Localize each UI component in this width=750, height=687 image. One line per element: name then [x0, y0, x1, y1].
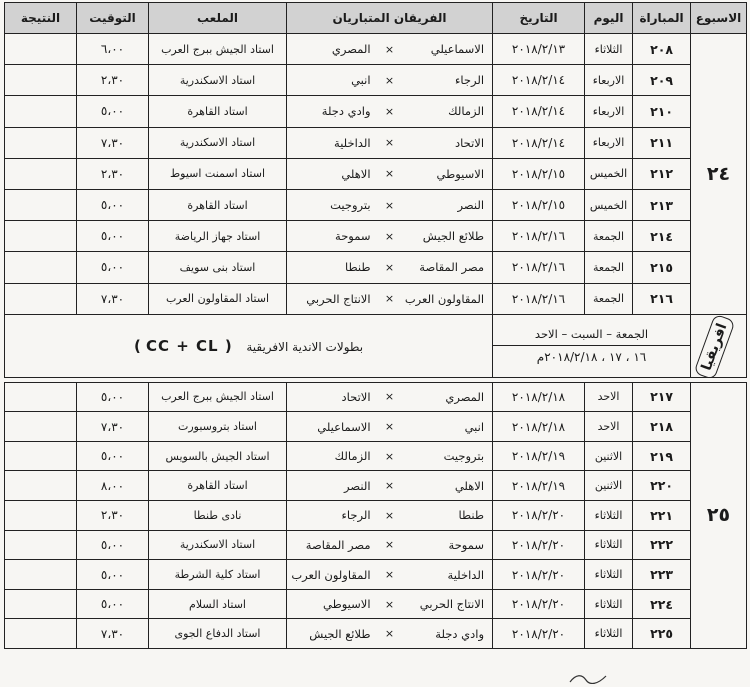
header-match: المباراة [633, 3, 691, 34]
match-day: الثلاثاء [585, 589, 633, 619]
home-team: مصر المقاصة [403, 252, 493, 283]
match-date: ٢٠١٨/٢/٢٠ [493, 589, 585, 619]
match-number: ٢١٧ [633, 382, 691, 412]
away-team: الاسيوطي [287, 589, 377, 619]
match-row [5, 96, 747, 127]
match-day: الاثنين [585, 471, 633, 501]
match-row [5, 530, 747, 560]
vs-mark: × [377, 252, 403, 283]
match-day: الجمعة [585, 283, 633, 314]
home-team: طلائع الجيش [403, 221, 493, 252]
away-team: الانتاج الحربي [287, 283, 377, 314]
match-date: ٢٠١٨/٢/١٥ [493, 189, 585, 220]
match-result [5, 471, 77, 501]
away-team: الزمالك [287, 441, 377, 471]
match-row [5, 189, 747, 220]
match-date: ٢٠١٨/٢/٢٠ [493, 530, 585, 560]
vs-mark: × [377, 589, 403, 619]
vs-mark: × [377, 530, 403, 560]
match-date: ٢٠١٨/٢/١٥ [493, 158, 585, 189]
match-date: ٢٠١٨/٢/١٦ [493, 252, 585, 283]
match-result [5, 96, 77, 127]
match-number: ٢١٨ [633, 412, 691, 442]
home-team: وادي دجلة [403, 619, 493, 649]
kickoff-time: ٢،٣٠ [77, 65, 149, 96]
header-time: التوقيت [77, 3, 149, 34]
vs-mark: × [377, 382, 403, 412]
stadium: استاد الاسكندرية [149, 127, 287, 158]
home-team: بتروجيت [403, 441, 493, 471]
away-team: المقاولون العرب [287, 560, 377, 590]
vs-mark: × [377, 619, 403, 649]
match-day: الاحد [585, 412, 633, 442]
kickoff-time: ٧،٣٠ [77, 127, 149, 158]
match-row [5, 283, 747, 314]
match-number: ٢٢٣ [633, 560, 691, 590]
stadium: استاد الجيش بالسويس [149, 441, 287, 471]
match-day: الاربعاء [585, 65, 633, 96]
kickoff-time: ٥،٠٠ [77, 252, 149, 283]
kickoff-time: ٧،٣٠ [77, 619, 149, 649]
match-day: الاربعاء [585, 96, 633, 127]
match-row [5, 221, 747, 252]
match-number: ٢١٦ [633, 283, 691, 314]
match-date: ٢٠١٨/٢/٢٠ [493, 560, 585, 590]
kickoff-time: ٥،٠٠ [77, 189, 149, 220]
match-row [5, 441, 747, 471]
africa-break-section [5, 314, 747, 382]
match-result [5, 501, 77, 531]
away-team: الاهلي [287, 158, 377, 189]
match-day: الاربعاء [585, 127, 633, 158]
week-number: ٢٥ [691, 382, 747, 648]
kickoff-time: ٧،٣٠ [77, 412, 149, 442]
match-date: ٢٠١٨/٢/١٣ [493, 34, 585, 65]
match-row [5, 65, 747, 96]
match-number: ٢٢٤ [633, 589, 691, 619]
vs-mark: × [377, 65, 403, 96]
africa-days: الجمعة – السبت – الاحد [493, 323, 690, 346]
home-team: النصر [403, 189, 493, 220]
match-date: ٢٠١٨/٢/١٩ [493, 441, 585, 471]
stadium: استاد المقاولون العرب [149, 283, 287, 314]
match-day: الاثنين [585, 441, 633, 471]
match-number: ٢٢١ [633, 501, 691, 531]
kickoff-time: ٥،٠٠ [77, 96, 149, 127]
away-team: الاتحاد [287, 382, 377, 412]
vs-mark: × [377, 471, 403, 501]
stadium: استاد القاهرة [149, 96, 287, 127]
week-number: ٢٤ [691, 34, 747, 315]
match-date: ٢٠١٨/٢/٢٠ [493, 501, 585, 531]
away-team: طلائع الجيش [287, 619, 377, 649]
kickoff-time: ٥،٠٠ [77, 382, 149, 412]
africa-label: افريقيا [693, 314, 735, 377]
stadium: استاد اسمنت اسيوط [149, 158, 287, 189]
home-team: الرجاء [403, 65, 493, 96]
kickoff-time: ٨،٠٠ [77, 471, 149, 501]
match-day: الثلاثاء [585, 501, 633, 531]
vs-mark: × [377, 412, 403, 442]
home-team: المقاولون العرب [403, 283, 493, 314]
match-day: الجمعة [585, 221, 633, 252]
stadium: استاد القاهرة [149, 189, 287, 220]
vs-mark: × [377, 34, 403, 65]
vs-mark: × [377, 221, 403, 252]
match-number: ٢٢٥ [633, 619, 691, 649]
home-team: الاسماعيلي [403, 34, 493, 65]
stadium: استاد جهاز الرياضة [149, 221, 287, 252]
header-week: الاسبوع [691, 3, 747, 34]
kickoff-time: ٥،٠٠ [77, 530, 149, 560]
match-row [5, 619, 747, 649]
match-number: ٢١٩ [633, 441, 691, 471]
match-number: ٢١٣ [633, 189, 691, 220]
kickoff-time: ٧،٣٠ [77, 283, 149, 314]
home-team: انبي [403, 412, 493, 442]
vs-mark: × [377, 158, 403, 189]
match-day: الخميس [585, 158, 633, 189]
match-number: ٢١٤ [633, 221, 691, 252]
header-row [5, 3, 747, 34]
match-date: ٢٠١٨/٢/١٤ [493, 96, 585, 127]
stadium: نادى طنطا [149, 501, 287, 531]
vs-mark: × [377, 501, 403, 531]
week-24-section [5, 34, 747, 315]
match-number: ٢١١ [633, 127, 691, 158]
match-number: ٢٠٨ [633, 34, 691, 65]
match-day: الجمعة [585, 252, 633, 283]
match-result [5, 382, 77, 412]
stadium: استاد كلية الشرطة [149, 560, 287, 590]
match-result [5, 189, 77, 220]
match-date: ٢٠١٨/٢/١٨ [493, 412, 585, 442]
africa-week-cell [691, 314, 747, 377]
match-date: ٢٠١٨/٢/٢٠ [493, 619, 585, 649]
match-result [5, 252, 77, 283]
match-day: الثلاثاء [585, 619, 633, 649]
home-team: الزمالك [403, 96, 493, 127]
home-team: سموحة [403, 530, 493, 560]
match-row [5, 412, 747, 442]
header-teams: الفريقان المتباريان [287, 3, 493, 34]
match-result [5, 530, 77, 560]
kickoff-time: ٥،٠٠ [77, 441, 149, 471]
match-number: ٢٢٢ [633, 530, 691, 560]
match-date: ٢٠١٨/٢/١٦ [493, 283, 585, 314]
match-row [5, 158, 747, 189]
match-row [5, 127, 747, 158]
stadium: استاد السلام [149, 589, 287, 619]
away-team: بتروجيت [287, 189, 377, 220]
match-number: ٢١٢ [633, 158, 691, 189]
match-date: ٢٠١٨/٢/١٨ [493, 382, 585, 412]
match-day: الثلاثاء [585, 560, 633, 590]
africa-dates: ١٦ ، ١٧ ، ٢٠١٨/٢/١٨م [536, 350, 647, 365]
match-row [5, 34, 747, 65]
match-result [5, 34, 77, 65]
stadium: استاد بنى سويف [149, 252, 287, 283]
vs-mark: × [377, 96, 403, 127]
home-team: الاهلي [403, 471, 493, 501]
kickoff-time: ٢،٣٠ [77, 501, 149, 531]
africa-title-cell [5, 314, 493, 377]
handwritten-mark [568, 672, 608, 684]
match-result [5, 412, 77, 442]
away-team: المصري [287, 34, 377, 65]
vs-mark: × [377, 189, 403, 220]
match-day: الاحد [585, 382, 633, 412]
match-result [5, 441, 77, 471]
away-team: النصر [287, 471, 377, 501]
match-result [5, 619, 77, 649]
africa-break-row [5, 314, 747, 377]
away-team: الرجاء [287, 501, 377, 531]
match-row [5, 560, 747, 590]
away-team: سموحة [287, 221, 377, 252]
match-row [5, 501, 747, 531]
stadium: استاد الاسكندرية [149, 530, 287, 560]
home-team: الاتحاد [403, 127, 493, 158]
match-day: الخميس [585, 189, 633, 220]
header-stadium: الملعب [149, 3, 287, 34]
match-result [5, 283, 77, 314]
away-team: الداخلية [287, 127, 377, 158]
kickoff-time: ٥،٠٠ [77, 560, 149, 590]
stadium: استاد الجيش ببرج العرب [149, 382, 287, 412]
stadium: استاد بتروسبورت [149, 412, 287, 442]
match-date: ٢٠١٨/٢/١٤ [493, 127, 585, 158]
away-team: مصر المقاصة [287, 530, 377, 560]
africa-title: بطولات الاندية الافريقية [246, 339, 364, 354]
africa-abbr: ( CC + CL ) [133, 336, 232, 355]
match-date: ٢٠١٨/٢/١٦ [493, 221, 585, 252]
match-number: ٢١٠ [633, 96, 691, 127]
fixtures-table [4, 2, 747, 649]
kickoff-time: ٢،٣٠ [77, 158, 149, 189]
match-row [5, 589, 747, 619]
match-number: ٢٢٠ [633, 471, 691, 501]
vs-mark: × [377, 283, 403, 314]
home-team: المصري [403, 382, 493, 412]
match-row [5, 471, 747, 501]
match-result [5, 127, 77, 158]
header-result: النتيجة [5, 3, 77, 34]
kickoff-time: ٦،٠٠ [77, 34, 149, 65]
match-day: الثلاثاء [585, 34, 633, 65]
kickoff-time: ٥،٠٠ [77, 589, 149, 619]
match-number: ٢٠٩ [633, 65, 691, 96]
away-team: طنطا [287, 252, 377, 283]
stadium: استاد الاسكندرية [149, 65, 287, 96]
match-number: ٢١٥ [633, 252, 691, 283]
match-date: ٢٠١٨/٢/١٤ [493, 65, 585, 96]
match-row [5, 382, 747, 412]
away-team: انبي [287, 65, 377, 96]
home-team: الداخلية [403, 560, 493, 590]
stadium: استاد القاهرة [149, 471, 287, 501]
match-result [5, 221, 77, 252]
stadium: استاد الدفاع الجوى [149, 619, 287, 649]
match-day: الثلاثاء [585, 530, 633, 560]
home-team: الاسيوطي [403, 158, 493, 189]
match-result [5, 560, 77, 590]
home-team: الانتاج الحربي [403, 589, 493, 619]
away-team: وادي دجلة [287, 96, 377, 127]
match-row [5, 252, 747, 283]
africa-dates-cell [493, 314, 691, 377]
match-result [5, 158, 77, 189]
away-team: الاسماعيلي [287, 412, 377, 442]
kickoff-time: ٥،٠٠ [77, 221, 149, 252]
vs-mark: × [377, 127, 403, 158]
home-team: طنطا [403, 501, 493, 531]
match-date: ٢٠١٨/٢/١٩ [493, 471, 585, 501]
match-result [5, 65, 77, 96]
stadium: استاد الجيش ببرج العرب [149, 34, 287, 65]
vs-mark: × [377, 441, 403, 471]
header-day: اليوم [585, 3, 633, 34]
header-date: التاريخ [493, 3, 585, 34]
vs-mark: × [377, 560, 403, 590]
week-25-section [5, 382, 747, 648]
match-result [5, 589, 77, 619]
